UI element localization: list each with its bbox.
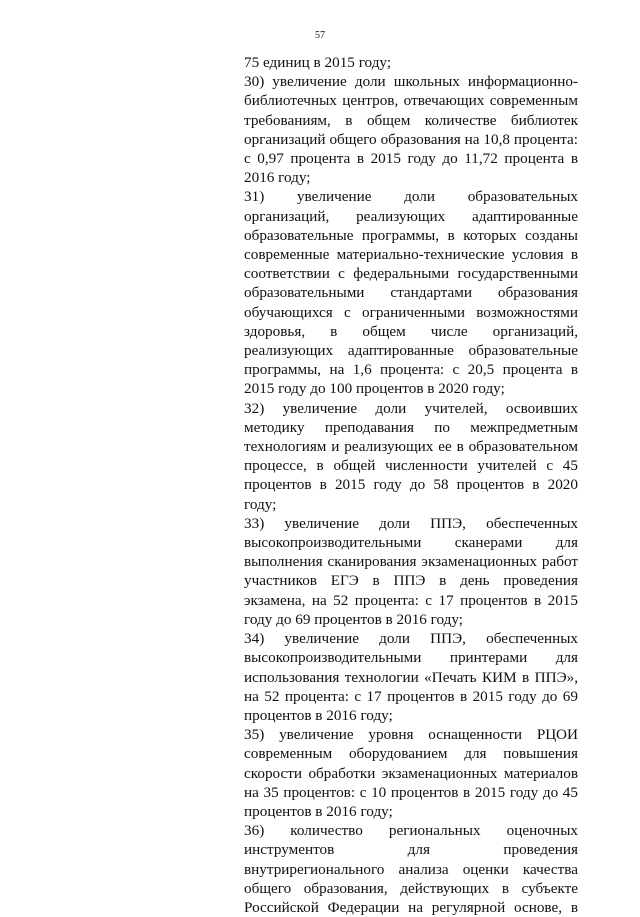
list-item-33: 33) увеличение доли ППЭ, обеспеченных высокопроизводительными сканерами для выполнения сканирования экзаменационных работ участников ЕГЭ в ППЭ в день проведения экзамена, на 52 процента: с 17 процентов в 2015 году до 69 процентов в 2016 году; — [244, 514, 578, 628]
list-item-31: 31) увеличение доли образовательных организаций, реализующих адаптированные образовательные программы, в которых созданы современные материально-технические условия в соответствии с федеральными государственными образовательными стандартами образования обучающихся с ограниченными возможностями здоровья, в общем числе организаций, реализующих адаптированные образовательные программы, на 1,6 процента: с 20,5 процента в 2015 году до 100 процентов в 2020 году; — [244, 188, 578, 398]
list-item-29-end: 75 единиц в 2015 году; — [244, 54, 392, 71]
list-item-34: 34) увеличение доли ППЭ, обеспеченных высокопроизводительными принтерами для использования технологии «Печать КИМ в ППЭ», на 52 процента: с 17 процентов в 2015 году до 69 процентов в 2016 году; — [244, 630, 578, 724]
list-item-36: 36) количество региональных оценочных инструментов для проведения внутрирегионального анализа оценки качества общего образования, действующих в субъекте Российской Федерации на регулярной основе, в — [244, 822, 578, 916]
list-item-35: 35) увеличение уровня оснащенности РЦОИ современным оборудованием для повышения скорости обработки экзаменационных материалов на 35 процентов: с 10 процентов в 2015 году до 45 процентов в 2016 году; — [244, 726, 578, 820]
document-body — [244, 53, 578, 917]
page-number: 57 — [315, 30, 325, 41]
list-item-30: 30) увеличение доли школьных информационно-библиотечных центров, отвечающих современным требованиям, в общем количестве библиотек организаций общего образования на 10,8 процента: с 0,97 процента в 2015 году до 11,72 процента в 2016 году; — [244, 73, 578, 187]
list-item-32: 32) увеличение доли учителей, освоивших методику преподавания по межпредметным технологиям и реализующих ее в образовательном процессе, в общей численности учителей с 45 процентов в 2015 году до 58 процентов в 2020 году; — [244, 399, 578, 513]
